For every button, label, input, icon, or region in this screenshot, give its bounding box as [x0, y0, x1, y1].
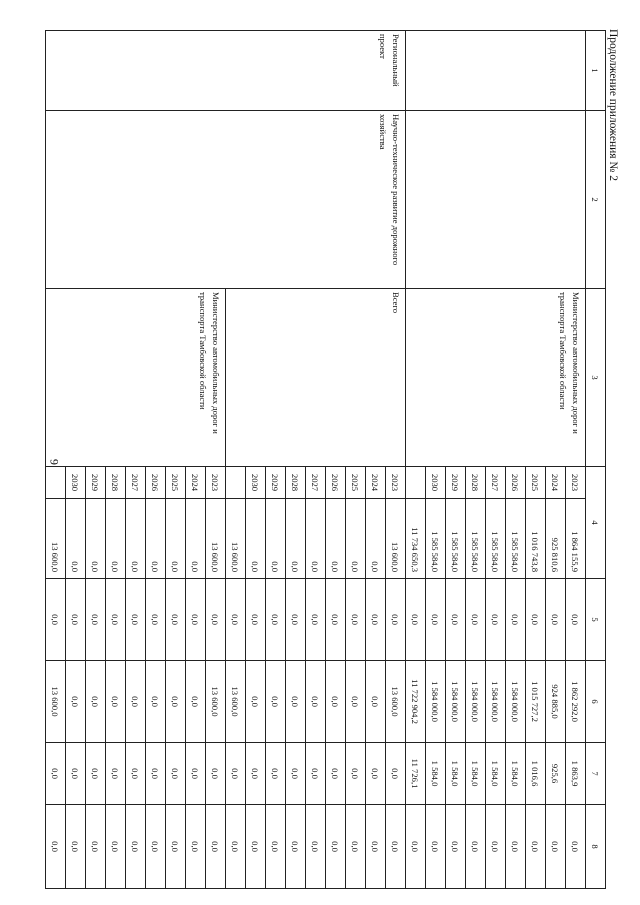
value-cell: 0,0: [326, 579, 346, 661]
value-cell: 1 863,9: [566, 743, 586, 805]
block-a: [406, 31, 586, 889]
value-cell: 0,0: [126, 661, 146, 743]
value-cell: 1 584 000,0: [506, 661, 526, 743]
year-cell: 2028: [106, 467, 126, 499]
value-cell: 0,0: [246, 499, 266, 579]
value-cell: 0,0: [286, 743, 306, 805]
value-cell: 0,0: [286, 579, 306, 661]
total-cell: 11 726,1: [406, 743, 426, 805]
value-cell: 0,0: [266, 661, 286, 743]
total-cell: 11 734 650,3: [406, 499, 426, 579]
empty-cell: [406, 31, 586, 111]
year-cell: [46, 467, 66, 499]
value-cell: 0,0: [186, 661, 206, 743]
value-cell: 0,0: [366, 499, 386, 579]
value-cell: 1 585 584,0: [466, 499, 486, 579]
value-cell: 0,0: [386, 743, 406, 805]
table-row: [566, 31, 586, 889]
year-cell: 2025: [166, 467, 186, 499]
value-cell: 0,0: [366, 661, 386, 743]
value-cell: 1 584 000,0: [486, 661, 506, 743]
total-cell: 0,0: [226, 805, 246, 889]
year-cell: 2030: [66, 467, 86, 499]
value-cell: 0,0: [66, 499, 86, 579]
year-cell: 2029: [266, 467, 286, 499]
value-cell: 1 864 155,9: [566, 499, 586, 579]
value-cell: 0,0: [466, 805, 486, 889]
value-cell: 0,0: [106, 743, 126, 805]
value-cell: 0,0: [166, 499, 186, 579]
value-cell: 1 015 727,2: [526, 661, 546, 743]
year-cell: 2026: [506, 467, 526, 499]
column-number: 8: [586, 805, 606, 889]
value-cell: 0,0: [326, 661, 346, 743]
year-cell: 2023: [206, 467, 226, 499]
column-number: 5: [586, 579, 606, 661]
value-cell: 0,0: [526, 579, 546, 661]
value-cell: 0,0: [166, 661, 186, 743]
value-cell: 0,0: [346, 499, 366, 579]
value-cell: 0,0: [326, 805, 346, 889]
value-cell: 0,0: [106, 499, 126, 579]
value-cell: 1 585 584,0: [426, 499, 446, 579]
year-cell: 2027: [126, 467, 146, 499]
value-cell: 0,0: [306, 579, 326, 661]
value-cell: 0,0: [66, 743, 86, 805]
value-cell: 0,0: [206, 805, 226, 889]
value-cell: 0,0: [326, 743, 346, 805]
value-cell: 0,0: [86, 805, 106, 889]
value-cell: 0,0: [266, 579, 286, 661]
value-cell: 13 600,0: [206, 499, 226, 579]
value-cell: 0,0: [146, 805, 166, 889]
year-cell: 2030: [426, 467, 446, 499]
value-cell: 0,0: [106, 579, 126, 661]
year-cell: 2024: [546, 467, 566, 499]
value-cell: 0,0: [286, 805, 306, 889]
value-cell: 0,0: [346, 661, 366, 743]
value-cell: 0,0: [126, 579, 146, 661]
total-cell: 0,0: [406, 805, 426, 889]
column-number: 1: [586, 31, 606, 111]
year-cell: 2026: [326, 467, 346, 499]
value-cell: 0,0: [246, 579, 266, 661]
value-cell: 0,0: [486, 805, 506, 889]
table-frame: [50, 30, 606, 888]
value-cell: 13 600,0: [386, 661, 406, 743]
total-cell: 11 722 904,2: [406, 661, 426, 743]
value-cell: 0,0: [506, 579, 526, 661]
year-cell: 2027: [486, 467, 506, 499]
value-cell: 1 584,0: [466, 743, 486, 805]
year-cell: 2025: [526, 467, 546, 499]
value-cell: 0,0: [366, 805, 386, 889]
empty-cell: [406, 111, 586, 289]
year-cell: 2026: [146, 467, 166, 499]
value-cell: 1 584 000,0: [426, 661, 446, 743]
value-cell: 0,0: [346, 743, 366, 805]
total-cell: 0,0: [46, 579, 66, 661]
value-cell: 0,0: [306, 499, 326, 579]
year-cell: 2028: [286, 467, 306, 499]
value-cell: 0,0: [126, 805, 146, 889]
value-cell: 0,0: [106, 805, 126, 889]
value-cell: 0,0: [446, 579, 466, 661]
value-cell: 1 585 584,0: [506, 499, 526, 579]
value-cell: 0,0: [546, 805, 566, 889]
value-cell: 0,0: [186, 499, 206, 579]
value-cell: 1 585 584,0: [446, 499, 466, 579]
value-cell: 0,0: [106, 661, 126, 743]
year-cell: 2027: [306, 467, 326, 499]
executor-label: Министерство автомобильных дорог и транспорта Тамбовской области: [46, 289, 226, 467]
value-cell: 0,0: [266, 805, 286, 889]
value-cell: 0,0: [126, 499, 146, 579]
value-cell: 0,0: [306, 743, 326, 805]
financing-table: [45, 30, 606, 889]
value-cell: 0,0: [346, 579, 366, 661]
value-cell: 0,0: [166, 805, 186, 889]
column-number: 7: [586, 743, 606, 805]
total-label: Всего: [226, 289, 406, 467]
value-cell: 0,0: [326, 499, 346, 579]
column-number-row: [586, 31, 606, 889]
project-type-label: Региональный проект: [46, 31, 406, 111]
value-cell: 0,0: [266, 743, 286, 805]
value-cell: 1 584 000,0: [466, 661, 486, 743]
value-cell: 0,0: [186, 743, 206, 805]
value-cell: 1 016,6: [526, 743, 546, 805]
value-cell: 0,0: [66, 805, 86, 889]
value-cell: 0,0: [306, 805, 326, 889]
value-cell: 0,0: [146, 579, 166, 661]
value-cell: 0,0: [206, 743, 226, 805]
value-cell: 1 584,0: [506, 743, 526, 805]
total-cell: 0,0: [406, 579, 426, 661]
value-cell: 0,0: [186, 579, 206, 661]
value-cell: 0,0: [66, 579, 86, 661]
value-cell: 0,0: [426, 805, 446, 889]
value-cell: 0,0: [306, 661, 326, 743]
year-cell: 2025: [346, 467, 366, 499]
value-cell: 925 810,6: [546, 499, 566, 579]
value-cell: 0,0: [146, 743, 166, 805]
value-cell: 1 584,0: [426, 743, 446, 805]
value-cell: 0,0: [346, 805, 366, 889]
value-cell: 1 584 000,0: [446, 661, 466, 743]
value-cell: 0,0: [66, 661, 86, 743]
value-cell: 0,0: [446, 805, 466, 889]
value-cell: 0,0: [246, 743, 266, 805]
column-number: 2: [586, 111, 606, 289]
value-cell: 0,0: [526, 805, 546, 889]
value-cell: 0,0: [566, 579, 586, 661]
value-cell: 0,0: [566, 805, 586, 889]
value-cell: 0,0: [86, 579, 106, 661]
value-cell: 0,0: [386, 579, 406, 661]
total-cell: 13 600,0: [226, 499, 246, 579]
value-cell: 0,0: [86, 499, 106, 579]
project-name-label: Научно-техническое развитие дорожного хозяйства: [46, 111, 406, 289]
executor-label: Министерство автомобильных дорог и транспорта Тамбовской области: [406, 289, 586, 467]
year-cell: 2023: [566, 467, 586, 499]
total-cell: 13 600,0: [46, 499, 66, 579]
value-cell: 0,0: [466, 579, 486, 661]
value-cell: 0,0: [146, 661, 166, 743]
value-cell: 0,0: [266, 499, 286, 579]
table-row: [386, 31, 406, 889]
block-b: [46, 31, 406, 889]
total-cell: 0,0: [226, 579, 246, 661]
value-cell: 0,0: [86, 661, 106, 743]
total-cell: 0,0: [226, 743, 246, 805]
value-cell: 0,0: [246, 661, 266, 743]
year-cell: [406, 467, 426, 499]
value-cell: 1 862 292,0: [566, 661, 586, 743]
value-cell: 0,0: [146, 499, 166, 579]
value-cell: 0,0: [286, 499, 306, 579]
appendix-caption: Продолжение приложения № 2: [607, 28, 619, 182]
page-number: 6: [47, 459, 61, 465]
value-cell: 13 600,0: [206, 661, 226, 743]
column-number: 4: [586, 467, 606, 579]
year-cell: 2023: [386, 467, 406, 499]
year-cell: 2029: [446, 467, 466, 499]
value-cell: 13 600,0: [386, 499, 406, 579]
total-cell: 0,0: [46, 805, 66, 889]
value-cell: 0,0: [246, 805, 266, 889]
year-cell: [226, 467, 246, 499]
year-cell: 2029: [86, 467, 106, 499]
value-cell: 0,0: [366, 743, 386, 805]
value-cell: 0,0: [546, 579, 566, 661]
value-cell: 0,0: [86, 743, 106, 805]
value-cell: 0,0: [166, 743, 186, 805]
value-cell: 0,0: [426, 579, 446, 661]
column-number: 3: [586, 289, 606, 467]
value-cell: 1 016 743,8: [526, 499, 546, 579]
value-cell: 0,0: [186, 805, 206, 889]
column-number: 6: [586, 661, 606, 743]
value-cell: 0,0: [366, 579, 386, 661]
value-cell: 925,6: [546, 743, 566, 805]
value-cell: 1 584,0: [446, 743, 466, 805]
value-cell: 0,0: [386, 805, 406, 889]
value-cell: 924 885,0: [546, 661, 566, 743]
total-cell: 13 600,0: [226, 661, 246, 743]
year-cell: 2024: [366, 467, 386, 499]
total-cell: 0,0: [46, 743, 66, 805]
value-cell: 1 584,0: [486, 743, 506, 805]
value-cell: 0,0: [206, 579, 226, 661]
year-cell: 2028: [466, 467, 486, 499]
year-cell: 2024: [186, 467, 206, 499]
value-cell: 0,0: [506, 805, 526, 889]
value-cell: 0,0: [486, 579, 506, 661]
total-cell: 13 600,0: [46, 661, 66, 743]
value-cell: 0,0: [126, 743, 146, 805]
value-cell: 0,0: [286, 661, 306, 743]
year-cell: 2030: [246, 467, 266, 499]
value-cell: 1 585 584,0: [486, 499, 506, 579]
value-cell: 0,0: [166, 579, 186, 661]
